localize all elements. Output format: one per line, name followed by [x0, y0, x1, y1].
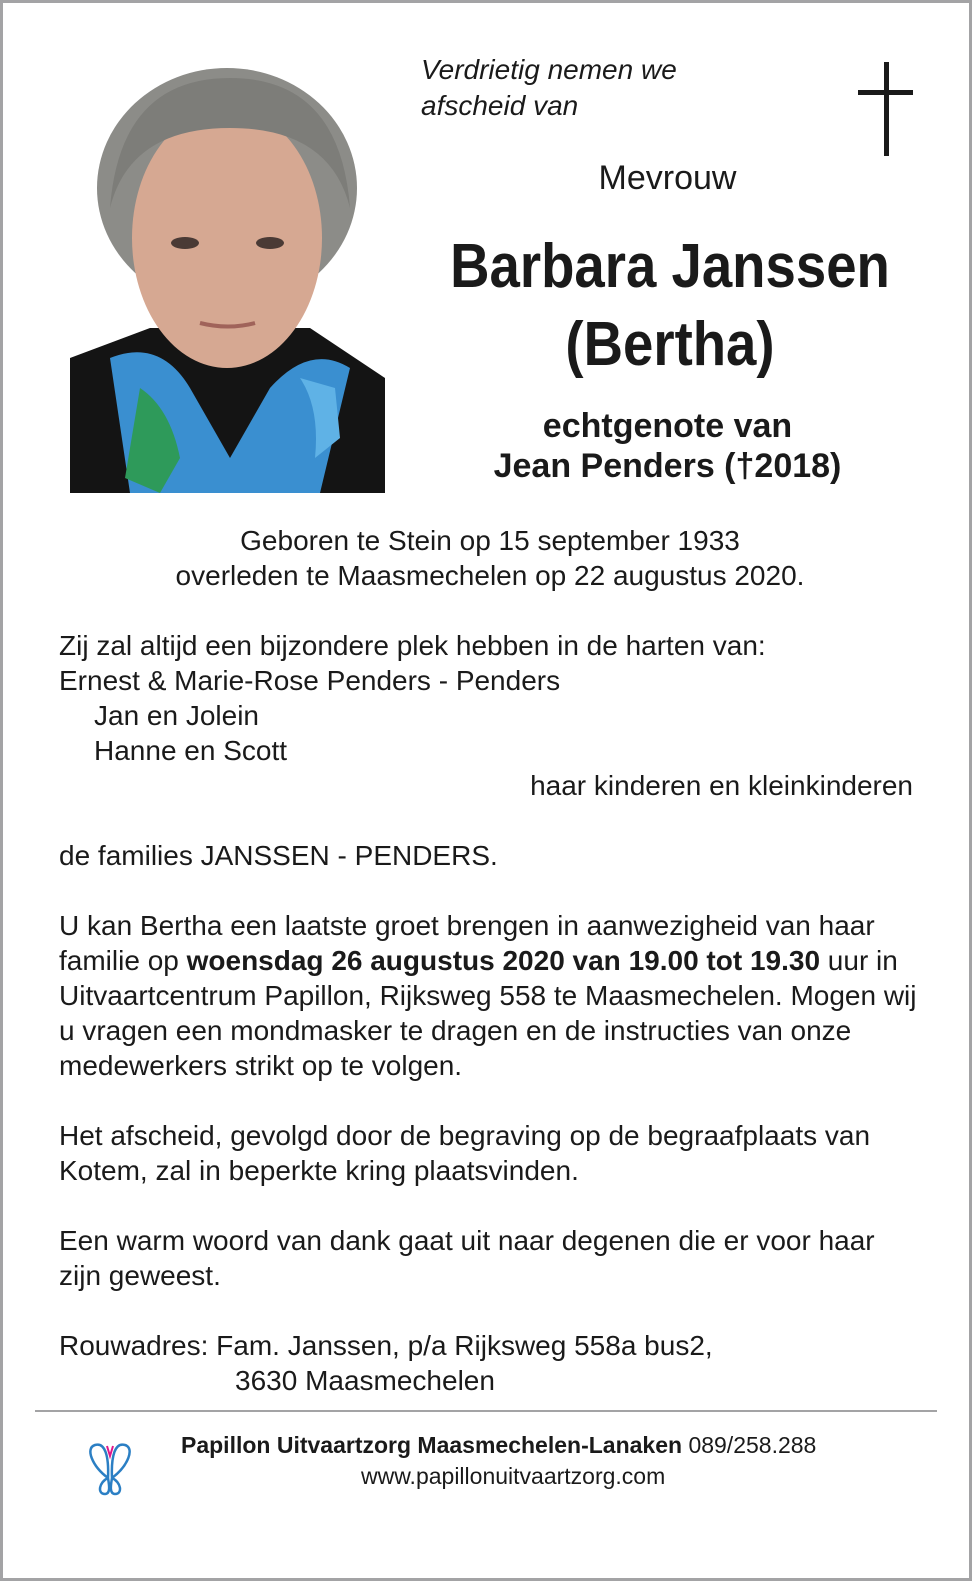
families-line: de families JANSSEN - PENDERS.: [59, 840, 498, 871]
birth-line: Geboren te Stein op 15 september 1933: [240, 525, 740, 556]
company-name: Papillon Uitvaartzorg Maasmechelen-Lanaken: [181, 1432, 683, 1458]
cross-icon: [856, 62, 916, 156]
visit-datetime: woensdag 26 augustus 2020 van 19.00 tot 19.30: [186, 945, 821, 976]
visit-text: uur in Uitvaartcentrum Papillon, Rijksweg 558 te Maasmechelen. Mogen wij u vragen een mondmasker te dragen en de instructies van onze medewerkers strikt op te volgen.: [59, 945, 917, 1081]
visitation-paragraph: [59, 908, 921, 1083]
birth-death-info: [59, 523, 921, 593]
spouse-info: [420, 406, 915, 486]
address-line: Rouwadres: Fam. Janssen, p/a Rijksweg 558a bus2,: [59, 1330, 713, 1361]
intro-line: afscheid van: [421, 90, 579, 121]
family-caption: haar kinderen en kleinkinderen: [530, 770, 913, 801]
nickname-line: (Bertha): [565, 310, 775, 379]
intro-text: [421, 52, 677, 124]
deceased-name: [432, 228, 907, 384]
family-line: Hanne en Scott: [94, 735, 288, 766]
thanks-paragraph: Een warm woord van dank gaat uit naar degenen die er voor haar zijn geweest.: [59, 1225, 875, 1291]
butterfly-logo-icon: [87, 1436, 133, 1496]
family-line: Ernest & Marie-Rose Penders - Penders: [59, 665, 561, 696]
family-intro: Zij zal altijd een bijzondere plek hebben in de harten van:: [59, 630, 766, 661]
footer: [59, 1412, 921, 1502]
company-phone: 089/258.288: [688, 1432, 817, 1458]
visit-text: U kan Bertha een laatste groet brengen in aanwezigheid van haar familie op: [59, 910, 875, 976]
family-line: Jan en Jolein: [94, 700, 260, 731]
intro-line: Verdrietig nemen we: [421, 54, 677, 85]
name-line: Barbara Janssen: [450, 232, 890, 301]
notice-body: [59, 523, 921, 1502]
spouse-name: Jean Penders (†2018): [493, 447, 842, 485]
farewell-paragraph: Het afscheid, gevolgd door de begraving op de begraafplaats van Kotem, zal in beperkte kring plaatsvinden.: [59, 1120, 871, 1186]
company-website[interactable]: www.papillonuitvaartzorg.com: [361, 1463, 666, 1489]
death-line: overleden te Maasmechelen op 22 augustus 2020.: [175, 560, 805, 591]
title: Mevrouw: [598, 159, 737, 197]
family-section: [59, 628, 921, 873]
portrait-photo: [70, 58, 385, 493]
funeral-home-info: [181, 1431, 816, 1459]
mourning-address: [59, 1328, 921, 1398]
address-line: 3630 Maasmechelen: [235, 1365, 495, 1396]
spouse-label: echtgenote van: [542, 407, 793, 445]
